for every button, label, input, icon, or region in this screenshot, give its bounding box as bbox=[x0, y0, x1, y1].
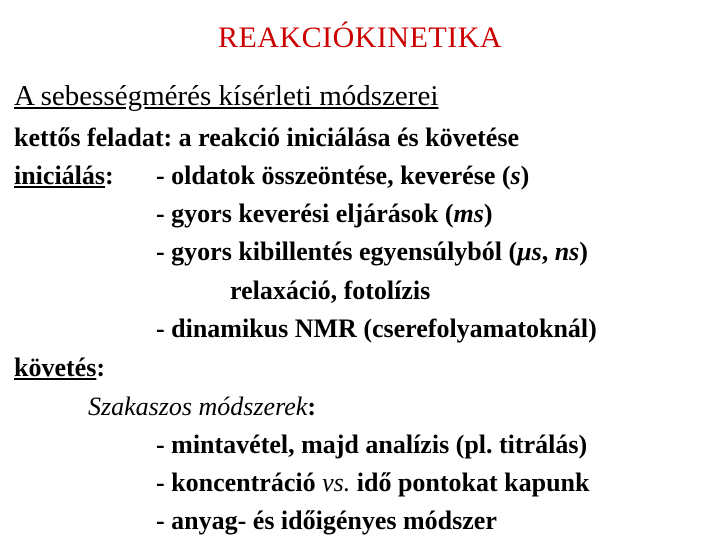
init-method-3-unit-2: ns bbox=[554, 237, 580, 266]
init-colon: : bbox=[105, 161, 114, 190]
init-method-3-text: - gyors kibillentés egyensúlyból ( bbox=[156, 237, 518, 266]
init-method-3 bbox=[156, 236, 588, 268]
init-line bbox=[14, 160, 114, 192]
follow-bullet-1: - mintavétel, majd analízis (pl. titrálás) bbox=[156, 430, 588, 459]
section-subtitle: A sebességmérés kísérleti módszerei bbox=[14, 80, 439, 112]
init-method-1 bbox=[156, 160, 529, 192]
init-method-2 bbox=[156, 198, 493, 230]
follow-bullet-3: - anyag- és időigényes módszer bbox=[156, 506, 497, 535]
init-method-2-close: ) bbox=[483, 199, 493, 228]
follow-bullet-2-vs: vs. bbox=[322, 468, 351, 497]
init-method-3-sub: relaxáció, fotolízis bbox=[230, 276, 431, 305]
init-method-3-close: ) bbox=[579, 237, 588, 266]
follow-heading-text: Szakaszos módszerek bbox=[88, 392, 308, 421]
init-label: iniciálás bbox=[14, 161, 106, 190]
init-method-4: - dinamikus NMR (cserefolyamatoknál) bbox=[156, 314, 597, 343]
follow-label: követés bbox=[14, 353, 97, 382]
follow-bullet-2 bbox=[156, 467, 589, 499]
init-method-2-unit: ms bbox=[453, 199, 484, 228]
init-method-3-sep: , bbox=[541, 237, 555, 266]
init-method-3-unit-1: μs bbox=[517, 237, 542, 266]
page-title: REAKCIÓKINETIKA bbox=[217, 21, 503, 54]
follow-heading bbox=[88, 391, 316, 423]
init-method-2-text: - gyors keverési eljárások ( bbox=[156, 199, 454, 228]
init-method-1-close: ) bbox=[520, 161, 530, 190]
follow-bullet-2-pre: - koncentráció bbox=[156, 468, 323, 497]
follow-line bbox=[14, 352, 105, 384]
follow-bullet-2-post: idő pontokat kapunk bbox=[350, 468, 590, 497]
task-line: kettős feladat: a reakció iniciálása és követése bbox=[14, 123, 519, 152]
follow-colon: : bbox=[96, 353, 105, 382]
init-method-1-unit: s bbox=[510, 161, 521, 190]
init-method-1-text: - oldatok összeöntése, keverése ( bbox=[156, 161, 511, 190]
follow-heading-colon: : bbox=[307, 392, 316, 421]
